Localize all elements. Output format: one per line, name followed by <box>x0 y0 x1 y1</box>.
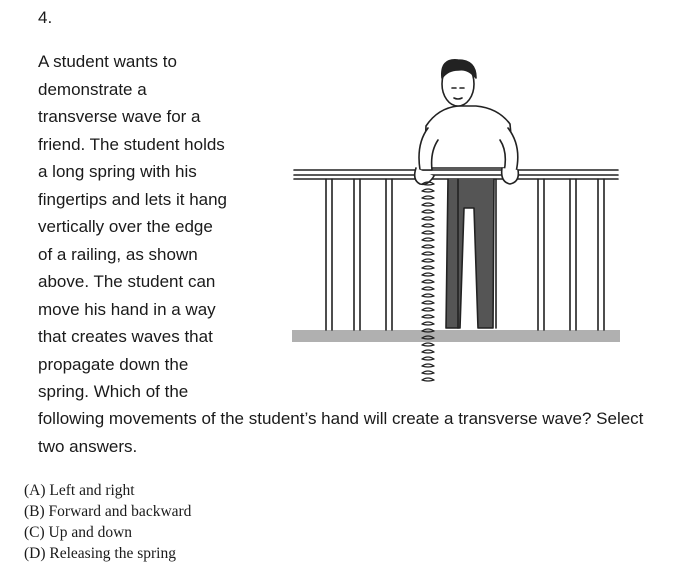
stem-line: vertically over the edge <box>38 217 213 236</box>
question-number: 4. <box>38 8 53 27</box>
railing-posts-right <box>538 179 604 330</box>
student-legs <box>446 179 496 328</box>
stem-line: spring. Which of the <box>38 382 189 401</box>
spring <box>422 182 434 381</box>
stem-line: demonstrate a <box>38 79 147 99</box>
stem-line: above. The student can <box>38 272 216 291</box>
choice-b[interactable]: (B) Forward and backward <box>24 503 192 520</box>
choice-d[interactable]: (D) Releasing the spring <box>24 545 176 562</box>
question-stem-continued <box>38 405 698 460</box>
stem-line: of a railing, as shown <box>38 244 198 264</box>
stem-line: move his hand in a way <box>38 299 216 319</box>
answer-choices <box>24 480 191 564</box>
question-stem <box>38 48 278 406</box>
railing-posts-left <box>326 179 392 330</box>
floor-band <box>292 330 620 342</box>
stem-line: propagate down the <box>38 354 189 374</box>
stem-line: two answers. <box>38 436 138 456</box>
stem-line: that creates waves that <box>38 327 213 346</box>
stem-line: transverse wave for a <box>38 107 201 126</box>
stem-line: a long spring with his <box>38 162 197 181</box>
student-right-hand <box>502 168 519 184</box>
choice-a[interactable]: (A) Left and right <box>24 482 135 499</box>
stem-line: A student wants to <box>38 52 177 71</box>
student-torso <box>424 106 514 168</box>
stem-line: friend. The student holds <box>38 134 225 154</box>
choice-c[interactable]: (C) Up and down <box>24 524 133 541</box>
stem-line: fingertips and lets it hang <box>38 189 228 209</box>
stem-line: following movements of the student’s hand will create a transverse wave? Select <box>38 409 644 428</box>
student-spring-railing-illustration <box>288 48 628 388</box>
